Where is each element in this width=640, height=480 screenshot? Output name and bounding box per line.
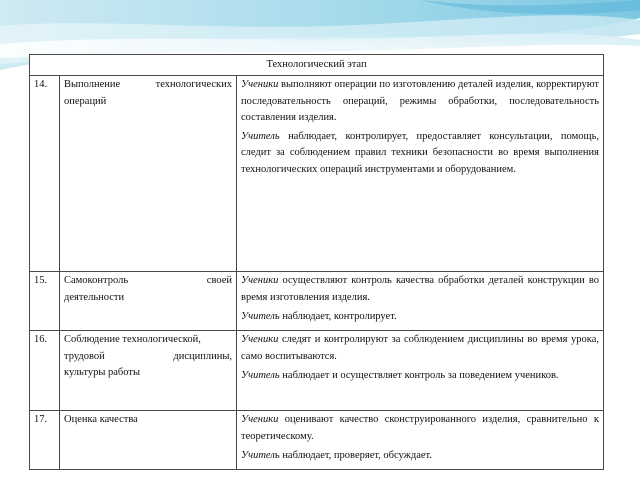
stage-name-cell: Выполнение технологических операций — [60, 76, 237, 272]
teacher-paragraph: Учитель наблюдает, контролирует. — [241, 310, 397, 322]
students-paragraph: Ученики следят и контролируют за соблюдением дисциплины во время урока, само воспитываются. — [241, 334, 599, 362]
table-row — [30, 76, 604, 272]
table-header-row — [30, 55, 604, 76]
teacher-paragraph: Учитель наблюдает, контролирует, предоставляет консультации, помощь, следит за соблюдением правил техники безопасности во время выполнения технологических операций инструментами и оборудованием. — [241, 131, 599, 175]
row-number: 17. — [30, 411, 60, 470]
description-cell — [237, 411, 604, 470]
teacher-paragraph: Учитель наблюдает и осуществляет контроль за поведением учеников. — [241, 369, 559, 381]
table-title: Технологический этап — [30, 55, 604, 76]
table-row — [30, 331, 604, 411]
technological-stage-table — [29, 54, 604, 470]
teacher-paragraph: Учитель наблюдает, проверяет, обсуждает. — [241, 449, 432, 461]
description-cell — [237, 272, 604, 331]
row-number: 15. — [30, 272, 60, 331]
description-cell — [237, 76, 604, 272]
table-row — [30, 272, 604, 331]
students-paragraph: Ученики оценивают качество сконструированного изделия, сравнительно к теоретическому. — [241, 414, 599, 442]
row-number: 14. — [30, 76, 60, 272]
stage-name-cell: Самоконтроль своей деятельности — [60, 272, 237, 331]
students-paragraph: Ученики осуществляют контроль качества обработки деталей конструкции во время изготовления изделия. — [241, 275, 599, 303]
stage-name-cell: Оценка качества — [60, 411, 237, 470]
table-row — [30, 411, 604, 470]
row-number: 16. — [30, 331, 60, 411]
description-cell — [237, 331, 604, 411]
stage-name-cell: Соблюдение технологической, трудовой дисциплины, культуры работы — [60, 331, 237, 411]
students-paragraph: Ученики выполняют операции по изготовлению деталей изделия, корректируют последовательность операций, режимы обработки, последовательность составления изделия. — [241, 79, 600, 123]
